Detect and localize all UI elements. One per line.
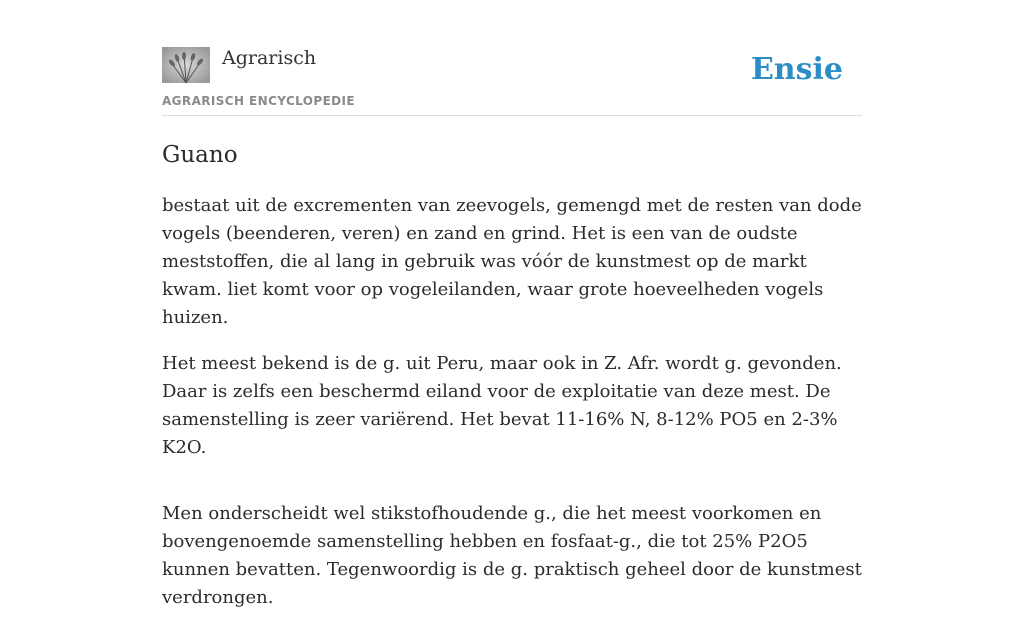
brand-logo[interactable]: Ensie	[750, 52, 843, 87]
article-paragraph: bestaat uit de excrementen van zeevogels, gemengd met de resten van dode vogels (beenderen, veren) en zand en grind. Het is een van de oudste meststoffen, die al lang in gebruik was vóór de kunstmest op de markt kwam. liet komt voor op vogeleilanden, waar grote hoeveelheden vogels huizen.	[162, 195, 862, 328]
wheat-icon[interactable]	[162, 47, 210, 83]
site-name[interactable]: Agrarisch	[222, 47, 317, 69]
site-subtitle[interactable]: AGRARISCH ENCYCLOPEDIE	[162, 94, 355, 108]
page-title: Guano	[162, 142, 238, 168]
article-paragraph: Het meest bekend is de g. uit Peru, maar ook in Z. Afr. wordt g. gevonden. Daar is zelfs een beschermd eiland voor de exploitatie van deze mest. De samenstelling is zeer variërend. Het bevat 11-16% N, 8-12% PO5 en 2-3% K2O.	[162, 353, 842, 458]
site-header	[162, 46, 862, 116]
article-body	[162, 192, 867, 630]
article-paragraph: Men onderscheidt wel stikstofhoudende g., die het meest voorkomen en bovengenoemde samenstelling hebben en fosfaat-g., die tot 25% P2O5 kunnen bevatten. Tegenwoordig is de g. praktisch geheel door de kunstmest verdrongen.	[162, 503, 862, 608]
